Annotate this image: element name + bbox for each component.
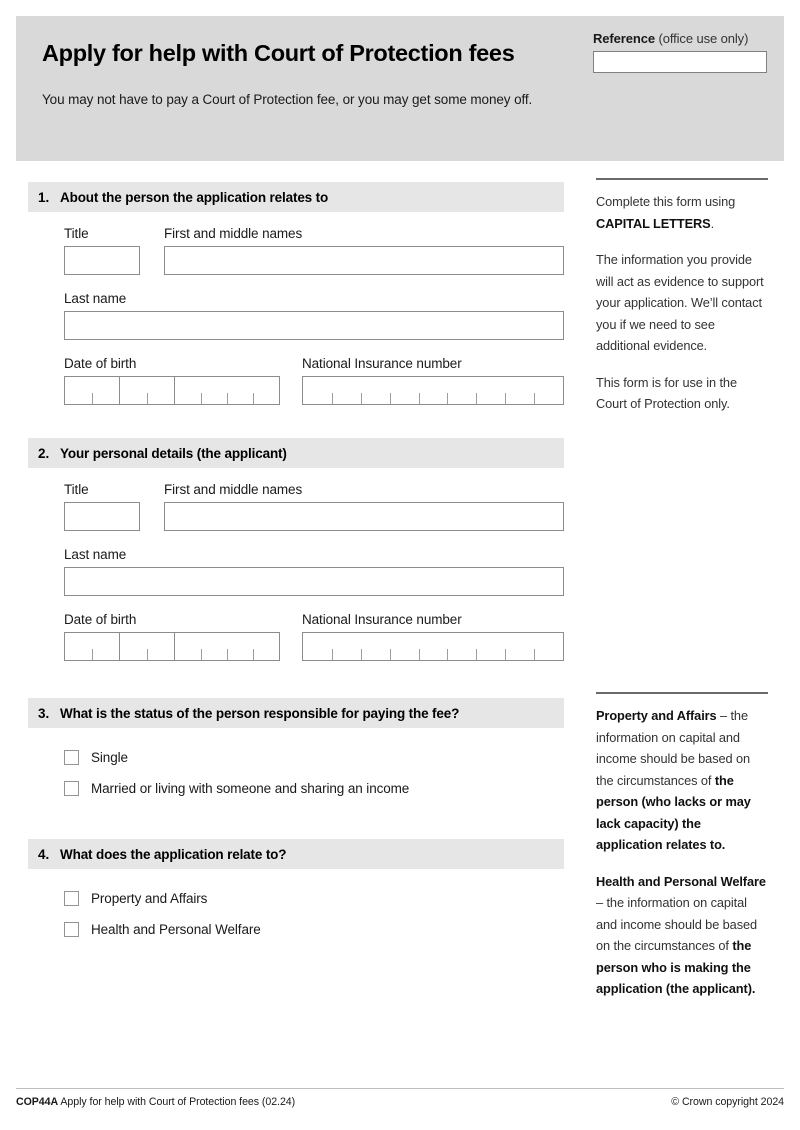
ni-cell[interactable]	[332, 377, 361, 404]
dob-year-cell[interactable]	[253, 633, 279, 660]
sidebar-capitals-emphasis: CAPITAL LETTERS	[596, 215, 711, 231]
ni-cell[interactable]	[419, 377, 448, 404]
dob-ni-label-row-1	[64, 356, 564, 371]
sidebar-paragraph-evidence: The information you provide will act as evidence to support your application. We’ll contact you if we need to see additional evidence.	[596, 252, 764, 353]
input-ni-2[interactable]	[302, 632, 564, 661]
reference-label-note: (office use only)	[654, 31, 749, 46]
form-main-column	[28, 182, 564, 940]
page-title: Apply for help with Court of Protection fees	[42, 40, 515, 66]
name-input-row-2	[64, 502, 564, 531]
dob-day-cell[interactable]	[92, 633, 119, 660]
sidebar-divider-top	[596, 178, 768, 180]
ni-cell[interactable]	[534, 377, 563, 404]
sidebar-paragraph-health-welfare	[596, 871, 768, 1000]
checkbox-health-welfare[interactable]	[64, 922, 79, 937]
dob-ni-label-row-2	[64, 612, 564, 627]
input-dob-2[interactable]	[64, 632, 280, 661]
footer-copyright: © Crown copyright 2024	[671, 1096, 784, 1108]
label-ni-1: National Insurance number	[302, 356, 462, 371]
name-label-row-2	[64, 482, 564, 497]
checkbox-property-affairs[interactable]	[64, 891, 79, 906]
dob-month-cell[interactable]	[120, 633, 147, 660]
sidebar-health-welfare-body: – the information on capital and income should be based on the circumstances of	[596, 895, 758, 953]
checkbox-married[interactable]	[64, 781, 79, 796]
ni-cell[interactable]	[361, 377, 390, 404]
sidebar-property-affairs-heading: Property and Affairs	[596, 708, 717, 723]
input-first-names-1[interactable]	[164, 246, 564, 275]
footer-form-description: Apply for help with Court of Protection fees (02.24)	[58, 1096, 296, 1108]
ni-cell[interactable]	[476, 377, 505, 404]
input-first-names-2[interactable]	[164, 502, 564, 531]
ni-cell[interactable]	[534, 633, 563, 660]
sidebar-divider-bottom	[596, 692, 768, 694]
label-first-names-1: First and middle names	[164, 226, 303, 241]
ni-cell[interactable]	[361, 633, 390, 660]
ni-cell[interactable]	[390, 377, 419, 404]
dob-year-cell[interactable]	[175, 377, 201, 404]
dob-year-group-1[interactable]	[174, 376, 280, 405]
dob-day-group-2[interactable]	[64, 632, 119, 661]
dob-day-cell[interactable]	[65, 377, 92, 404]
section-body-2	[28, 468, 564, 661]
label-first-names-2: First and middle names	[164, 482, 303, 497]
reference-input[interactable]	[593, 51, 767, 73]
reference-field-group	[593, 31, 769, 73]
ni-cell[interactable]	[332, 633, 361, 660]
dob-ni-input-row-2	[64, 632, 564, 661]
reference-label-bold: Reference	[593, 31, 655, 46]
ni-cell[interactable]	[390, 633, 419, 660]
dob-year-cell[interactable]	[201, 377, 227, 404]
dob-year-cell[interactable]	[175, 633, 201, 660]
sidebar-guidance-top	[596, 178, 768, 415]
section-number-2: 2.	[38, 445, 50, 461]
label-last-name-1: Last name	[64, 291, 127, 306]
sidebar-paragraph-capitals	[596, 191, 768, 234]
checkbox-label-health-welfare: Health and Personal Welfare	[91, 921, 261, 937]
section-body-1	[28, 212, 564, 405]
dob-ni-spacer	[280, 632, 302, 661]
sidebar-health-welfare-heading: Health and Personal Welfare	[596, 873, 766, 889]
dob-year-cell[interactable]	[227, 633, 253, 660]
input-last-name-2[interactable]	[64, 567, 564, 596]
ni-cell[interactable]	[447, 633, 476, 660]
name-label-row-1	[64, 226, 564, 241]
header-subtitle: You may not have to pay a Court of Protection fee, or you may get some money off.	[42, 92, 533, 107]
ni-cell[interactable]	[419, 633, 448, 660]
section-title-2: Your personal details (the applicant)	[60, 445, 287, 461]
sidebar-property-affairs-body: – the information on capital and income should be based on the circumstances of	[596, 708, 751, 788]
checkbox-row-health-welfare[interactable]	[64, 918, 564, 940]
section-number-1: 1.	[38, 189, 50, 205]
dob-day-group-1[interactable]	[64, 376, 119, 405]
ni-cell[interactable]	[303, 633, 332, 660]
input-dob-1[interactable]	[64, 376, 280, 405]
dob-month-cell[interactable]	[147, 633, 174, 660]
dob-day-cell[interactable]	[92, 377, 119, 404]
section-number-3: 3.	[38, 705, 50, 721]
sidebar-property-affairs-emphasis: the person (who lacks or may lack capacity) the application relates to.	[596, 772, 751, 852]
section-body-3	[28, 728, 564, 799]
section-title-1: About the person the application relates to	[60, 189, 329, 205]
checkbox-label-single: Single	[91, 749, 128, 765]
sidebar-health-welfare-emphasis: the person who is making the application (the applicant).	[596, 938, 756, 996]
dob-day-cell[interactable]	[65, 633, 92, 660]
footer-divider	[16, 1088, 784, 1089]
dob-month-group-2[interactable]	[119, 632, 174, 661]
sidebar-capitals-suffix: .	[710, 215, 715, 231]
dob-year-cell[interactable]	[201, 633, 227, 660]
section-title-4: What does the application relate to?	[60, 846, 287, 862]
section-header-2	[28, 438, 564, 468]
label-dob-1: Date of birth	[64, 356, 137, 371]
checkbox-label-property-affairs: Property and Affairs	[91, 890, 208, 906]
section-header-1	[28, 182, 564, 212]
section-header-3	[28, 698, 564, 728]
footer-form-reference	[16, 1096, 295, 1108]
ni-cell[interactable]	[447, 377, 476, 404]
section-header-4	[28, 839, 564, 869]
input-ni-1[interactable]	[302, 376, 564, 405]
checkbox-row-property-affairs[interactable]	[64, 887, 564, 909]
dob-year-cell[interactable]	[227, 377, 253, 404]
input-title-2[interactable]	[64, 502, 140, 531]
checkbox-row-single[interactable]	[64, 746, 564, 768]
label-last-name-2: Last name	[64, 547, 127, 562]
ni-cell[interactable]	[505, 633, 534, 660]
sidebar-paragraph-scope: This form is for use in the Court of Protection only.	[596, 374, 737, 411]
label-ni-2: National Insurance number	[302, 612, 462, 627]
checkbox-single[interactable]	[64, 750, 79, 765]
checkbox-label-married: Married or living with someone and sharing an income	[91, 780, 410, 796]
form-header-band	[16, 16, 784, 161]
name-input-row-1	[64, 246, 564, 275]
ni-cell[interactable]	[476, 633, 505, 660]
sidebar-capitals-prefix: Complete this form using	[596, 194, 736, 209]
input-title-1[interactable]	[64, 246, 140, 275]
dob-month-group-1[interactable]	[119, 376, 174, 405]
sidebar-guidance-bottom	[596, 692, 768, 1000]
input-last-name-1[interactable]	[64, 311, 564, 340]
checkbox-row-married[interactable]	[64, 777, 564, 799]
dob-ni-spacer	[280, 376, 302, 405]
footer-form-code: COP44A	[16, 1096, 59, 1108]
sidebar-paragraph-property-affairs	[596, 705, 768, 856]
dob-year-cell[interactable]	[253, 377, 279, 404]
label-dob-2: Date of birth	[64, 612, 137, 627]
dob-year-group-2[interactable]	[174, 632, 280, 661]
dob-month-cell[interactable]	[147, 377, 174, 404]
section-title-3: What is the status of the person responsible for paying the fee?	[60, 705, 460, 721]
label-title-2: Title	[64, 482, 89, 497]
dob-ni-input-row-1	[64, 376, 564, 405]
section-body-4	[28, 869, 564, 940]
label-title-1: Title	[64, 226, 89, 241]
ni-cell[interactable]	[505, 377, 534, 404]
dob-month-cell[interactable]	[120, 377, 147, 404]
reference-label	[593, 31, 769, 46]
ni-cell[interactable]	[303, 377, 332, 404]
section-number-4: 4.	[38, 846, 50, 862]
